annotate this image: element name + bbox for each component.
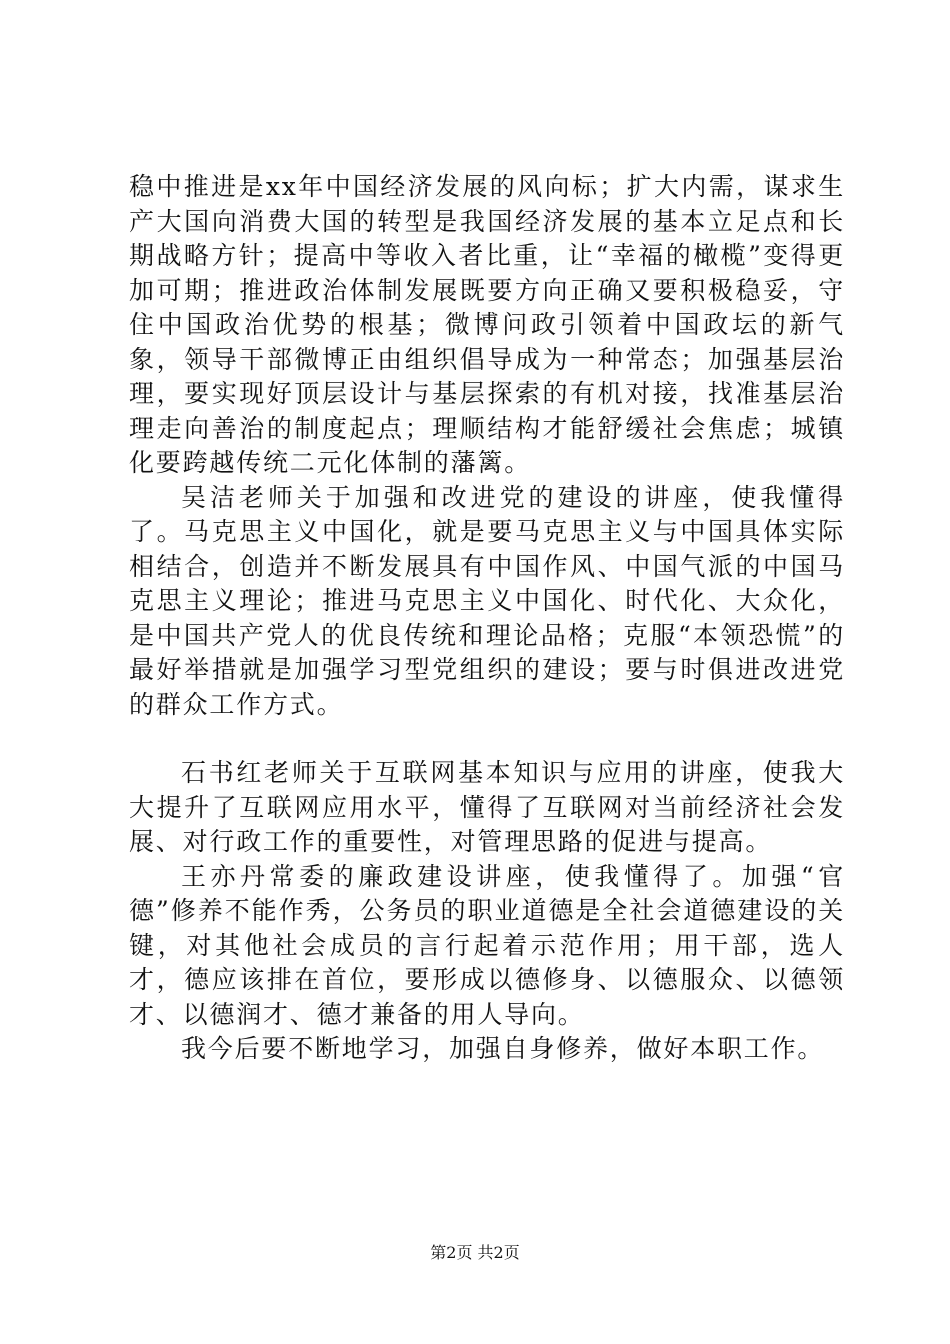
document-body — [129, 170, 845, 1067]
paragraph-economy-summary: 稳中推进是xx年中国经济发展的风向标；扩大内需，谋求生产大国向消费大国的转型是我国经济发展的基本立足点和长期战略方针；提高中等收入者比重，让“幸福的橄榄”变得更加可期；推进政治体制发展既要方向正确又要积极稳妥，守住中国政治优势的根基；微博问政引领着中国政坛的新气象，领导干部微博正由组织倡导成为一种常态；加强基层治理，要实现好顶层设计与基层探索的有机对接，找准基层治理走向善治的制度起点；理顺结构才能舒缓社会焦虑；城镇化要跨越传统二元化体制的藩篱。 — [129, 172, 845, 477]
paragraph-party-building-lecture: 吴洁老师关于加强和改进党的建设的讲座，使我懂得了。马克思主义中国化，就是要马克思主义与中国具体实际相结合，创造并不断发展具有中国作风、中国气派的中国马克思主义理论；推进马克思主义中国化、时代化、大众化，是中国共产党人的优良传统和理论品格；克服“本领恐慌”的最好举措就是加强学习型党组织的建设；要与时俱进改进党的群众工作方式。 — [129, 482, 845, 719]
paragraph-internet-lecture: 石书红老师关于互联网基本知识与应用的讲座，使我大大提升了互联网应用水平，懂得了互联网对当前经济社会发展、对行政工作的重要性，对管理思路的促进与提高。 — [129, 758, 845, 856]
page-number-footer: 第2页 共2页 — [430, 1243, 520, 1262]
paragraph-closing: 我今后要不断地学习，加强自身修养，做好本职工作。 — [181, 1034, 825, 1063]
paragraph-integrity-lecture: 王亦丹常委的廉政建设讲座，使我懂得了。加强“官德”修养不能作秀，公务员的职业道德是全社会道德建设的关键，对其他社会成员的言行起着示范作用；用干部，选人才，德应该排在首位，要形成以德修身、以德服众、以德领才、以德润才、德才兼备的用人导向。 — [129, 861, 845, 1029]
